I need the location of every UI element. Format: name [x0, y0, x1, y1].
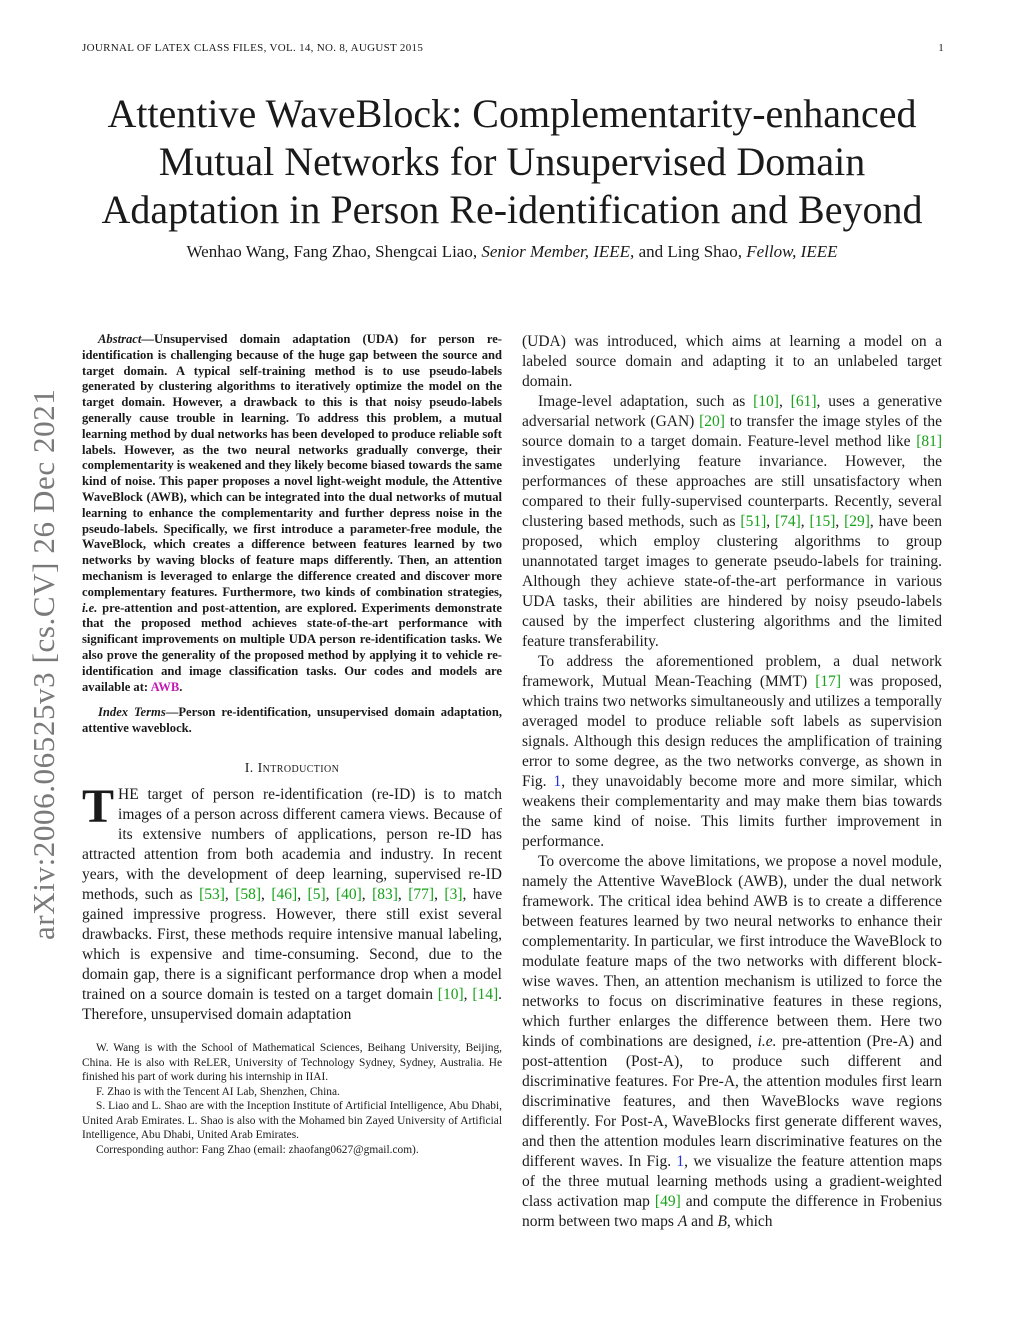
body-text: , which: [726, 1213, 773, 1230]
citation[interactable]: [77]: [408, 885, 435, 903]
citation[interactable]: [61]: [790, 393, 817, 410]
author-list: [40, 242, 984, 262]
footnote: S. Liao and L. Shao are with the Inception Institute of Artificial Intelligence, Abu Dhabi, United Arab Emirates. L. Shao is also with the Mohamed bin Zayed University of Artificial Intelligence, Abu Dhabi, United Arab Emirates.: [82, 1100, 502, 1142]
paper-title: [40, 90, 984, 234]
body-paragraph: (UDA) was introduced, which aims at learning a model on a labeled source domain and adapting it to an unlabeled target domain.: [522, 333, 942, 390]
abstract-end: .: [179, 679, 183, 694]
abstract: [82, 332, 502, 695]
footnote: W. Wang is with the School of Mathematical Sciences, Beihang University, Beijing, China. He is also with ReLER, University of Technology Sydney, Sydney, Australia. He finished his part of work during his internship in IIAI.: [82, 1041, 502, 1084]
ie-abbrev: i.e.: [757, 1033, 777, 1050]
figure-ref[interactable]: 1: [553, 773, 562, 790]
body-text: , they unavoidably become more and more similar, which weakens their complementarity and may make them bias towards the same kind of noise. This limits further improvement in performance.: [522, 773, 943, 850]
citation[interactable]: [49]: [654, 1193, 681, 1210]
figure-ref[interactable]: 1: [676, 1153, 685, 1170]
footnotes: [82, 1041, 502, 1158]
body-text: and: [691, 1213, 714, 1230]
abstract-text-1: —Unsupervised domain adaptation (UDA) for person re-identification is challenging because of the huge gap between the source and target domain. A typical self-training method is to use pseudo-labels generated by clustering algorithms to iteratively optimize the model on the target domain. However, a drawback to this is that noisy pseudo-labels generally cause trouble in learning. To address this problem, a mutual learning method by dual networks has been developed to produce reliable soft labels. However, as the two neural networks gradually converge, their complementarity is weakened and they likely become biased towards the same kind of noise. This paper proposes a novel light-weight module, the Attentive WaveBlock (AWB), which can be integrated into the dual networks of mutual learning to enhance the complementarity and further depress noise in the pseudo-labels. Specifically, we first introduce a parameter-free module, the WaveBlock, which creates a difference between features learned by two networks by waving blocks of feature maps differently. Then, an attention mechanism is leveraged to enlarge the difference created and discover more complementary features. Furthermore, two kinds of combination strategies,: [82, 332, 502, 599]
citation[interactable]: [58]: [235, 885, 262, 903]
index-terms: [82, 705, 502, 737]
body-text: pre-attention (Pre-A) and post-attention (Post-A), to produce such different and discriminative features. For Pre-A, the attention modules first learn discriminative features, and then WaveBlocks wave regions differently. For Post-A, WaveBlocks first generate different waves, and then the attention modules learn discriminative features on the different waves. In Fig.: [522, 1033, 942, 1170]
right-column: [522, 332, 942, 1232]
body-text: To address the aforementioned problem, a dual network framework, Mutual Mean-Teaching (MMT): [522, 653, 942, 690]
abstract-label: Abstract: [98, 332, 142, 346]
code-link[interactable]: AWB: [150, 679, 180, 694]
body-text: uses a generative adversarial network (GAN): [522, 393, 943, 430]
citation[interactable]: [83]: [372, 885, 398, 903]
title-line-1: Attentive WaveBlock: Complementarity-enhanced: [107, 91, 917, 136]
author-role-2: Fellow, IEEE: [746, 242, 838, 261]
author-names-2: and Ling Shao,: [638, 242, 742, 261]
body-text: investigates underlying feature invariance. However, the performances of these approaches are still unsatisfactory when compared to their fully-supervised counterparts. Recently, several clustering based methods, such as: [522, 453, 942, 530]
citation[interactable]: [3]: [444, 885, 463, 903]
intro-paragraph: THE target of person re-identification (re-ID) is to match images of a person across different camera views. Because of its extensive numbers of applications, person re-ID has attracted attention from both academia and industry. In recent years, with the development of deep learning, supervised re-ID methods, such as [53], [58], [46], [5], [40], [83], [77], [3], have gained impressive progress. However, there still exist several drawbacks. First, these methods require intensive manual labeling, which is expensive and time-consuming. Second, due to the domain gap, there is a significant performance drop when a model trained on a source domain is tested on a target domain [10], [14]. Therefore, unsupervised domain adaptation: [82, 779, 503, 1023]
body-text: To overcome the above limitations, we propose a novel module, namely the Attentive WaveBlock (AWB), under the dual network framework. The critical idea behind AWB is to create a difference between features learned by two neural networks to enhance their complementarity. In particular, we first introduce the WaveBlock to modulate feature maps of the two networks with different block-wise waves. Then, an attention mechanism is utilized to force the networks to focus on discriminative features in these regions, which further enlarges the difference between them. Here two kinds of combinations are designed,: [522, 853, 942, 1050]
citation[interactable]: [10]: [753, 393, 779, 410]
citation[interactable]: [17]: [815, 673, 842, 690]
body-text: , we visualize the feature attention maps of the three mutual learning methods using a gradient-weighted class activation map: [522, 1153, 943, 1210]
page-header: [82, 42, 944, 54]
body-paragraph: Image-level adaptation, such as [10], [61], uses a generative adversarial network (GAN) [20] to transfer the image styles of the source domain to a target domain. Feature-level method like [81] investigates underlying feature invariance. However, the performances of these approaches are still unsatisfactory when compared to their fully-supervised counterparts. Recently, several clustering based methods, such as [51], [74], [15], [29], have been proposed, which employ clustering algorithms to group unannotated target images to generate pseudo-labels for training. Although they achieve state-of-the-art performance in various UDA tasks, their abilities are hindered by noisy pseudo-labels caused by the imperfect clustering algorithms and the limited feature transferability.: [522, 393, 943, 650]
title-line-3: Adaptation in Person Re-identification and Beyond: [101, 187, 923, 232]
abstract-ie: i.e.: [82, 600, 98, 615]
citation[interactable]: [46]: [271, 885, 298, 903]
body-text: Image-level adaptation, such as: [538, 393, 746, 410]
intro-text-b: have gained impressive progress. However, there still exist several drawbacks. First, these methods require intensive manual labeling, which is expensive and time-consuming. Second, due to the domain gap, there is a significant performance drop when a model trained on a source domain is tested on a target domain: [82, 885, 503, 1003]
section-number: I.: [244, 760, 254, 776]
citation[interactable]: [10]: [437, 985, 464, 1003]
arxiv-stamp: arXiv:2006.06525v3 [cs.CV] 26 Dec 2021: [26, 388, 61, 940]
body-text: have been proposed, which employ clustering algorithms to group unannotated target images to generate pseudo-labels for training. Although they achieve state-of-the-art performance in various UDA tasks, their abilities are hindered by noisy pseudo-labels caused by the imperfect clustering algorithms and the limited feature transferability.: [522, 513, 943, 650]
citation[interactable]: [40]: [335, 885, 362, 903]
body-text: was proposed, which trains two networks simultaneously and utilizes a temporally averaged model to produce reliable soft labels as supervision signals. Although this design reduces the amplification of training error to some degree, as the two networks converge, as shown in Fig.: [522, 673, 943, 790]
intro-text-c: Therefore, unsupervised domain adaptation: [82, 1005, 352, 1023]
journal-name: JOURNAL OF LATEX CLASS FILES, VOL. 14, NO. 8, AUGUST 2015: [82, 42, 424, 54]
citation[interactable]: [53]: [199, 885, 225, 903]
body-paragraph: [522, 652, 942, 852]
citation[interactable]: [5]: [307, 885, 326, 903]
citation[interactable]: [74]: [774, 513, 801, 530]
abstract-text-2: pre-attention and post-attention, are explored. Experiments demonstrate that the proposed method achieves state-of-the-art performance with significant improvements on multiple UDA person re-identification tasks. We also prove the generality of the proposed method by applying it to vehicle re-identification and image classification tasks. Our codes and models are available at:: [82, 600, 502, 694]
citation[interactable]: [81]: [916, 433, 943, 450]
page-number: 1: [938, 42, 944, 54]
body-text: and compute the difference in Frobenius norm between two maps: [522, 1193, 942, 1230]
author-role-1: Senior Member, IEEE,: [481, 242, 635, 261]
section-title: Introduction: [257, 760, 340, 776]
citation[interactable]: [15]: [809, 513, 836, 530]
left-column: [82, 332, 502, 1158]
citation[interactable]: [51]: [740, 513, 767, 530]
body-text: to transfer the image styles of the source domain to a target domain. Feature-level method like: [522, 413, 942, 450]
title-line-2: Mutual Networks for Unsupervised Domain: [158, 139, 866, 184]
intro-text-a: HE target of person re-identification (re-ID) is to match images of a person across different camera views. Because of its extensive numbers of applications, person re-ID has attracted attention from both academia and industry. In recent years, with the development of deep learning, supervised re-ID methods, such as: [82, 785, 502, 903]
section-heading: [82, 761, 502, 777]
citation[interactable]: [29]: [844, 513, 870, 530]
citation[interactable]: [20]: [699, 413, 725, 430]
math-symbol: B: [717, 1213, 727, 1230]
body-paragraph: [522, 852, 942, 1232]
index-terms-text: —Person re-identification, unsupervised domain adaptation, attentive waveblock.: [82, 705, 502, 736]
math-symbol: A: [677, 1213, 688, 1230]
footnote: F. Zhao is with the Tencent AI Lab, Shenzhen, China.: [96, 1085, 340, 1098]
dropcap: T: [82, 779, 115, 833]
footnote: Corresponding author: Fang Zhao (email: zhaofang0627@gmail.com).: [96, 1144, 419, 1157]
index-terms-label: Index Terms: [98, 705, 166, 720]
citation[interactable]: [14]: [472, 985, 499, 1003]
author-names-1: Wenhao Wang, Fang Zhao, Shengcai Liao,: [186, 242, 478, 261]
